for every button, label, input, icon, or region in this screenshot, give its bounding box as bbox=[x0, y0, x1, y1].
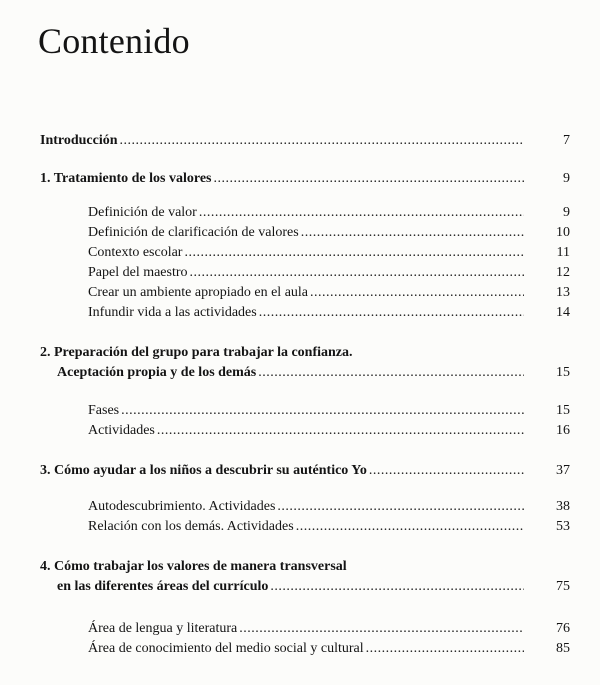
toc-entry-label: Actividades bbox=[88, 423, 155, 438]
toc-subentry bbox=[40, 421, 570, 441]
toc-subentry bbox=[40, 497, 570, 517]
dot-leader bbox=[270, 577, 524, 597]
toc-entry-label: 3. Cómo ayudar a los niños a descubrir su auténtico Yo bbox=[40, 463, 367, 478]
toc-subentry bbox=[40, 203, 570, 223]
page-title: Contenido bbox=[38, 21, 190, 61]
dot-leader bbox=[258, 363, 524, 383]
toc-section-2-heading: 2. Preparación del grupo para trabajar la confianza. bbox=[40, 345, 353, 360]
dot-leader bbox=[214, 169, 525, 189]
toc-entry-label: Definición de valor bbox=[88, 205, 197, 220]
toc-subentry bbox=[40, 401, 570, 421]
dot-leader bbox=[310, 283, 524, 303]
toc-entry-introduccion bbox=[40, 131, 570, 151]
toc-section-3 bbox=[40, 461, 570, 481]
toc-entry-page: 15 bbox=[556, 403, 570, 418]
table-of-contents bbox=[40, 131, 570, 659]
toc-entry-page: 10 bbox=[556, 225, 570, 240]
toc-entry-page: 85 bbox=[556, 641, 570, 656]
toc-entry-label: Área de lengua y literatura bbox=[88, 621, 238, 636]
toc-entry-label: Papel del maestro bbox=[88, 265, 188, 280]
dot-leader bbox=[120, 131, 524, 151]
toc-section-2 bbox=[40, 363, 570, 383]
dot-leader bbox=[199, 203, 524, 223]
toc-entry-page: 38 bbox=[556, 499, 570, 514]
toc-entry-page: 11 bbox=[556, 245, 570, 260]
toc-entry-label: Infundir vida a las actividades bbox=[88, 305, 257, 320]
toc-entry-label: Área de conocimiento del medio social y cultural bbox=[88, 641, 364, 656]
toc-subentry bbox=[40, 283, 570, 303]
toc-entry-page: 76 bbox=[556, 621, 570, 636]
toc-entry-label: Crear un ambiente apropiado en el aula bbox=[88, 285, 309, 300]
toc-entry-page: 7 bbox=[563, 133, 570, 148]
toc-subentry bbox=[40, 223, 570, 243]
toc-entry-label: Autodescubrimiento. Actividades bbox=[88, 499, 276, 514]
toc-entry-page: 9 bbox=[563, 171, 570, 186]
toc-subentry bbox=[40, 303, 570, 323]
dot-leader bbox=[296, 517, 524, 537]
toc-entry-label: Aceptación propia y de los demás bbox=[57, 365, 257, 380]
toc-subentry bbox=[40, 639, 570, 659]
toc-subentry bbox=[40, 243, 570, 263]
toc-entry-label: Fases bbox=[88, 403, 120, 418]
toc-entry-page: 75 bbox=[556, 579, 570, 594]
toc-entry-label: en las diferentes áreas del currículo bbox=[57, 579, 269, 594]
dot-leader bbox=[301, 223, 524, 243]
toc-subentry bbox=[40, 517, 570, 537]
toc-entry-page: 53 bbox=[556, 519, 570, 534]
dot-leader bbox=[184, 243, 524, 263]
toc-entry-label: Relación con los demás. Actividades bbox=[88, 519, 294, 534]
dot-leader bbox=[277, 497, 524, 517]
dot-leader bbox=[366, 639, 524, 659]
toc-entry-page: 37 bbox=[556, 463, 570, 478]
dot-leader bbox=[369, 461, 524, 481]
toc-entry-label: 1. Tratamiento de los valores bbox=[40, 171, 212, 186]
toc-subentry bbox=[40, 263, 570, 283]
toc-entry-label: Contexto escolar bbox=[88, 245, 183, 260]
toc-subentry bbox=[40, 619, 570, 639]
toc-section-1 bbox=[40, 169, 570, 189]
dot-leader bbox=[239, 619, 524, 639]
dot-leader bbox=[190, 263, 524, 283]
dot-leader bbox=[157, 421, 524, 441]
dot-leader bbox=[259, 303, 524, 323]
toc-entry-page: 16 bbox=[556, 423, 570, 438]
dot-leader bbox=[121, 401, 524, 421]
toc-entry-page: 12 bbox=[556, 265, 570, 280]
toc-section-4-heading: 4. Cómo trabajar los valores de manera transversal bbox=[40, 559, 347, 574]
toc-entry-label: Definición de clarificación de valores bbox=[88, 225, 299, 240]
toc-entry-page: 13 bbox=[556, 285, 570, 300]
toc-entry-page: 14 bbox=[556, 305, 570, 320]
toc-entry-label: Introducción bbox=[40, 133, 118, 148]
toc-entry-page: 9 bbox=[563, 205, 570, 220]
toc-entry-page: 15 bbox=[556, 365, 570, 380]
toc-section-4 bbox=[40, 577, 570, 597]
